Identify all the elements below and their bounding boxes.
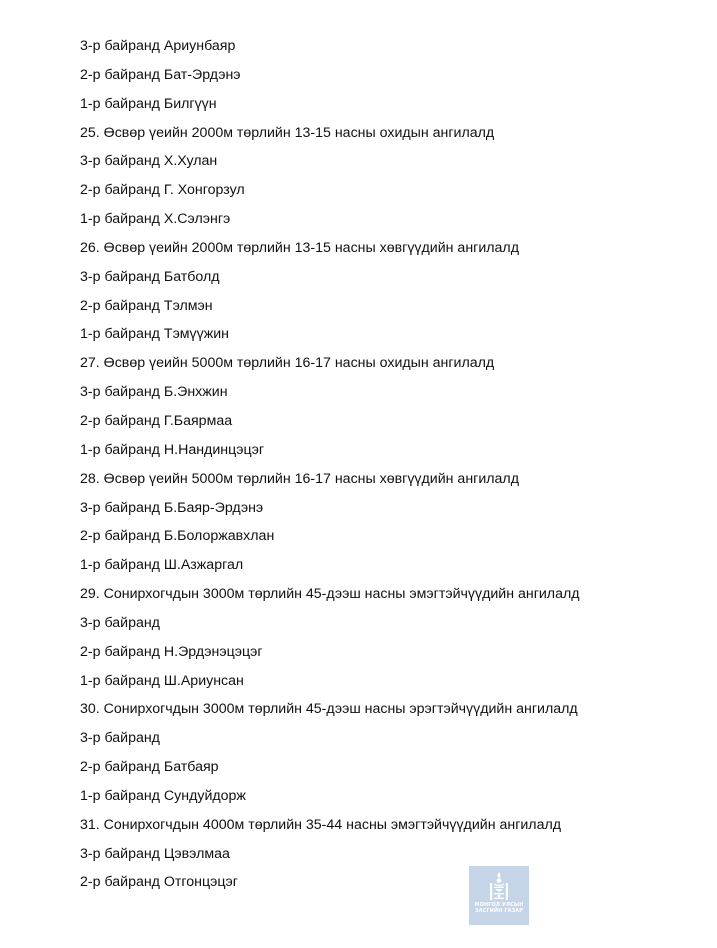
placement-line: 2-р байранд Бат-Эрдэнэ — [80, 66, 241, 83]
category-heading: 25. Өсвөр үеийн 2000м төрлийн 13-15 насны охидын ангилалд — [80, 124, 495, 141]
category-heading: 26. Өсвөр үеийн 2000м төрлийн 13-15 насны хөвгүүдийн ангилалд — [80, 239, 519, 256]
placement-line: 1-р байранд Билгүүн — [80, 95, 217, 112]
soyombo-emblem-icon — [487, 872, 511, 902]
category-heading: 31. Сонирхогчдын 4000м төрлийн 35-44 насны эмэгтэйчүүдийн ангилалд — [80, 816, 562, 833]
results-list — [80, 37, 680, 902]
placement-line: 3-р байранд Б.Энхжин — [80, 384, 228, 401]
category-heading: 28. Өсвөр үеийн 5000м төрлийн 16-17 насны хөвгүүдийн ангилалд — [80, 470, 519, 487]
placement-line: 1-р байранд Ш.Азжаргал — [80, 557, 244, 574]
category-heading: 27. Өсвөр үеийн 5000м төрлийн 16-17 насны охидын ангилалд — [80, 355, 495, 372]
placement-line: 3-р байранд — [80, 614, 160, 631]
placement-line: 2-р байранд Г.Баярмаа — [80, 412, 233, 429]
placement-line: 3-р байранд — [80, 730, 160, 747]
placement-line: 3-р байранд Б.Баяр-Эрдэнэ — [80, 499, 264, 516]
placement-line: 3-р байранд Х.Хулан — [80, 153, 218, 170]
placement-line: 1-р байранд Тэмүүжин — [80, 326, 229, 343]
placement-line: 1-р байранд Х.Сэлэнгэ — [80, 211, 231, 228]
placement-line: 2-р байранд Н.Эрдэнэцэцэг — [80, 643, 263, 660]
government-logo — [469, 866, 529, 925]
logo-text-line-1: МОНГОЛ УЛСЫН — [474, 902, 524, 908]
placement-line: 1-р байранд Ш.Ариунсан — [80, 672, 244, 689]
placement-line: 2-р байранд Б.Болоржавхлан — [80, 528, 275, 545]
category-heading: 30. Сонирхогчдын 3000м төрлийн 45-дээш насны эрэгтэйчүүдийн ангилалд — [80, 701, 578, 718]
placement-line: 2-р байранд Тэлмэн — [80, 297, 213, 314]
placement-line: 3-р байранд Батболд — [80, 268, 220, 285]
logo-text-line-2: ЗАСГИЙН ГАЗАР — [474, 908, 523, 914]
placement-line: 2-р байранд Батбаяр — [80, 759, 219, 776]
placement-line: 3-р байранд Цэвэлмаа — [80, 845, 230, 862]
placement-line: 1-р байранд Сундуйдорж — [80, 787, 246, 804]
placement-line: 2-р байранд Отгонцэцэг — [80, 874, 238, 891]
placement-line: 2-р байранд Г. Хонгорзул — [80, 182, 245, 199]
category-heading: 29. Сонирхогчдын 3000м төрлийн 45-дээш насны эмэгтэйчүүдийн ангилалд — [80, 586, 580, 603]
placement-line: 1-р байранд Н.Нандинцэцэг — [80, 441, 265, 458]
placement-line: 3-р байранд Ариунбаяр — [80, 38, 236, 54]
